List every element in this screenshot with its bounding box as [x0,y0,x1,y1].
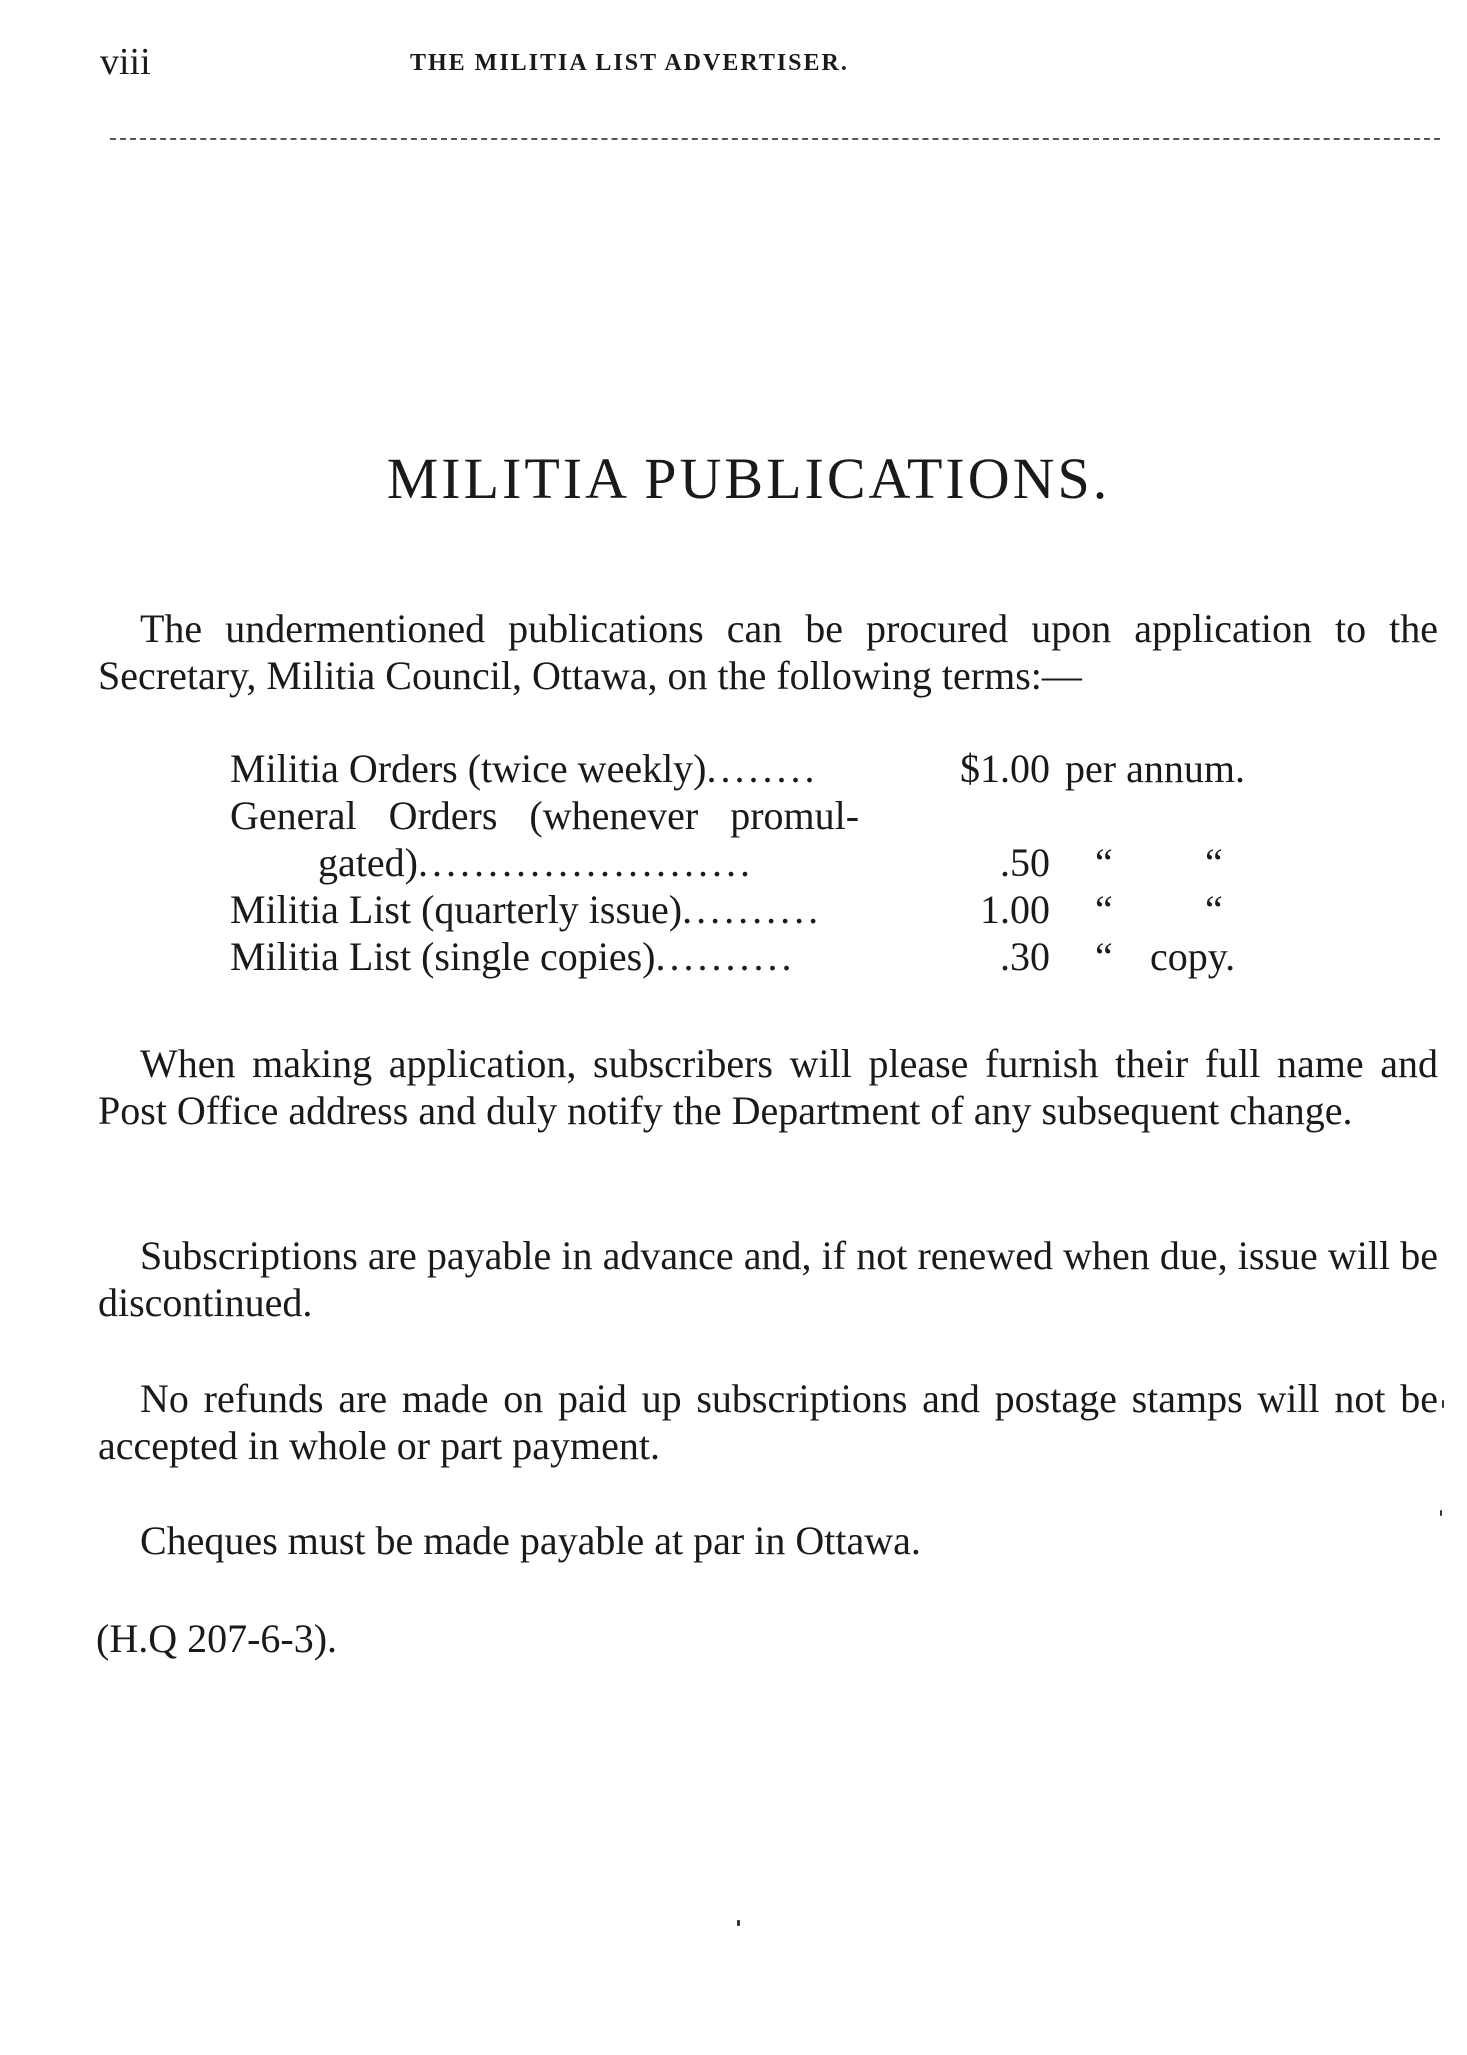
price-unit: “ [1205,840,1223,885]
intro-paragraph [98,605,1438,699]
price-unit: per annum. [1065,746,1245,791]
price-item: gated)........................ [318,840,754,885]
page-number: viii [100,41,151,83]
paragraph-text: No refunds are made on paid up subscriptions and postage stamps will not be accepted in whole or part payment. [98,1376,1438,1468]
price-value: .50 [1000,840,1050,885]
price-item: Militia List (single copies).......... [230,934,796,979]
page-header [0,40,1467,90]
paragraph-text: When making application, subscribers will please furnish their full name and Post Office address and duly notify the Department of any subsequent change. [98,1041,1438,1133]
price-item: Militia List (quarterly issue).......... [230,887,823,932]
price-value: 1.00 [980,887,1050,932]
cheques-paragraph [98,1517,1438,1564]
ink-speck [737,1920,740,1926]
running-head: THE MILITIA LIST ADVERTISER. [410,50,849,76]
price-item: Militia Orders (twice weekly)........ [230,746,819,791]
intro-text: The undermentioned publications can be procured upon application to the Secretary, Militia Council, Ottawa, on the following terms:— [98,606,1438,698]
paragraph-text: Cheques must be made payable at par in Ottawa. [140,1518,921,1563]
page-title: MILITIA PUBLICATIONS. [386,446,1111,511]
price-unit: “ [1095,840,1113,885]
subscriptions-paragraph [98,1232,1438,1326]
price-unit: “ [1095,934,1113,979]
paragraph-text: Subscriptions are payable in advance and, if not renewed when due, issue will be discontinued. [98,1233,1438,1325]
header-rule [110,138,1440,140]
price-unit: copy. [1150,934,1236,979]
price-value: $1.00 [960,746,1050,791]
ink-speck [1442,1400,1444,1408]
reference-number: (H.Q 207-6-3). [96,1616,338,1661]
refunds-paragraph [98,1375,1438,1469]
price-unit: “ [1205,887,1223,932]
price-item: General Orders (whenever promul- [230,793,860,838]
application-paragraph [98,1040,1438,1134]
price-unit: “ [1095,887,1113,932]
ink-speck [1440,1510,1442,1516]
price-value: .30 [1000,934,1050,979]
